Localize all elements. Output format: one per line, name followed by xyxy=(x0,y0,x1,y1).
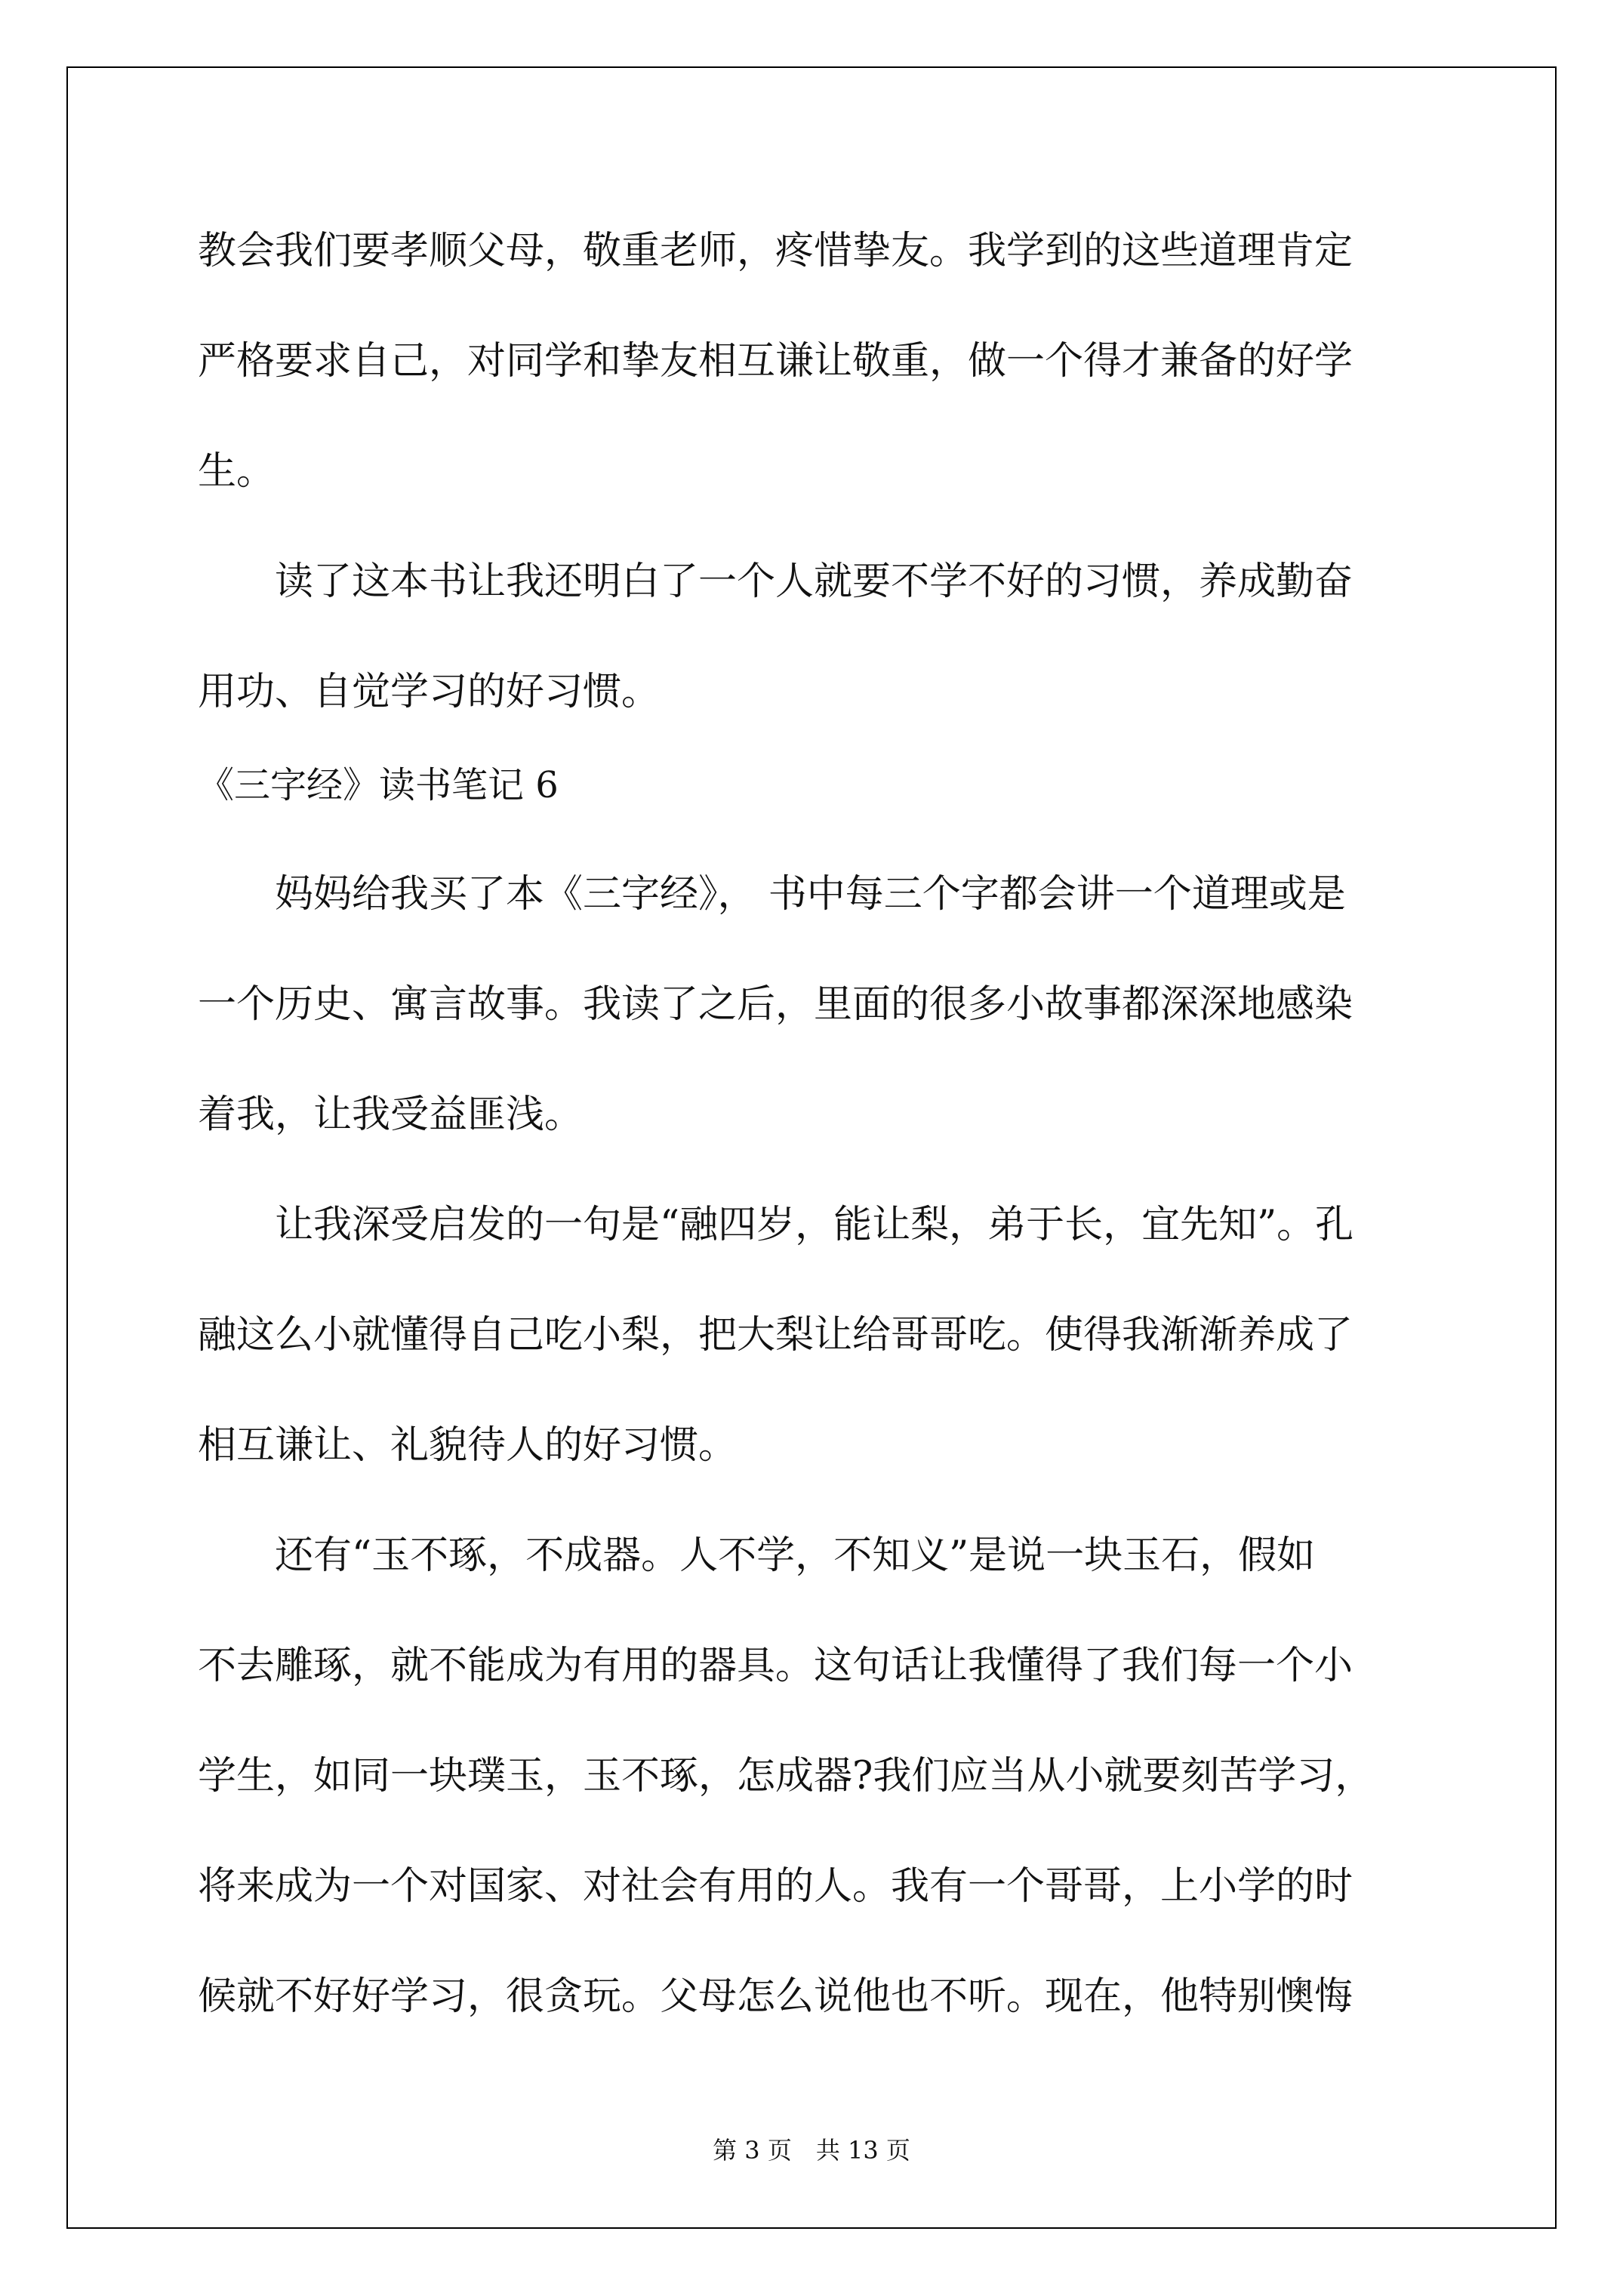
text-line: 融这么小就懂得自己吃小梨，把大梨让给哥哥吃。使得我渐渐养成了 xyxy=(198,1313,1354,1358)
page-number-footer: 第 3 页 共 13 页 xyxy=(713,2136,910,2165)
text-line: 妈妈给我买了本《三字经》， 书中每三个字都会讲一个道理或是 xyxy=(198,872,1346,917)
text-line: 还有“玉不琢，不成器。人不学，不知义”是说一块玉石，假如 xyxy=(198,1533,1316,1578)
text-line: 严格要求自己，对同学和挚友相互谦让敬重，做一个得才兼备的好学 xyxy=(198,339,1354,384)
text-line: 一个历史、寓言故事。我读了之后，里面的很多小故事都深深地感染 xyxy=(198,982,1354,1027)
text-line: 教会我们要孝顺父母，敬重老师，疼惜挚友。我学到的这些道理肯定 xyxy=(198,229,1354,273)
text-line: 学生，如同一块璞玉，玉不琢，怎成器?我们应当从小就要刻苦学习， xyxy=(198,1754,1374,1798)
section-heading: 《三字经》读书笔记 6 xyxy=(198,764,559,806)
text-line: 着我，让我受益匪浅。 xyxy=(198,1093,584,1137)
text-line: 让我深受启发的一句是“融四岁，能让梨，弟于长，宜先知”。孔 xyxy=(198,1203,1354,1247)
text-line: 生。 xyxy=(198,449,276,494)
text-line: 不去雕琢，就不能成为有用的器具。这句话让我懂得了我们每一个小 xyxy=(198,1644,1354,1688)
text-line: 用功、自觉学习的好习惯。 xyxy=(198,670,661,714)
text-line: 候就不好好学习，很贪玩。父母怎么说他也不听。现在，他特别懊悔 xyxy=(198,1974,1354,2019)
text-line: 读了这本书让我还明白了一个人就要不学不好的习惯，养成勤奋 xyxy=(198,559,1354,604)
text-line: 相互谦让、礼貌待人的好习惯。 xyxy=(198,1423,738,1468)
text-line: 将来成为一个对国家、对社会有用的人。我有一个哥哥，上小学的时 xyxy=(198,1864,1354,1909)
